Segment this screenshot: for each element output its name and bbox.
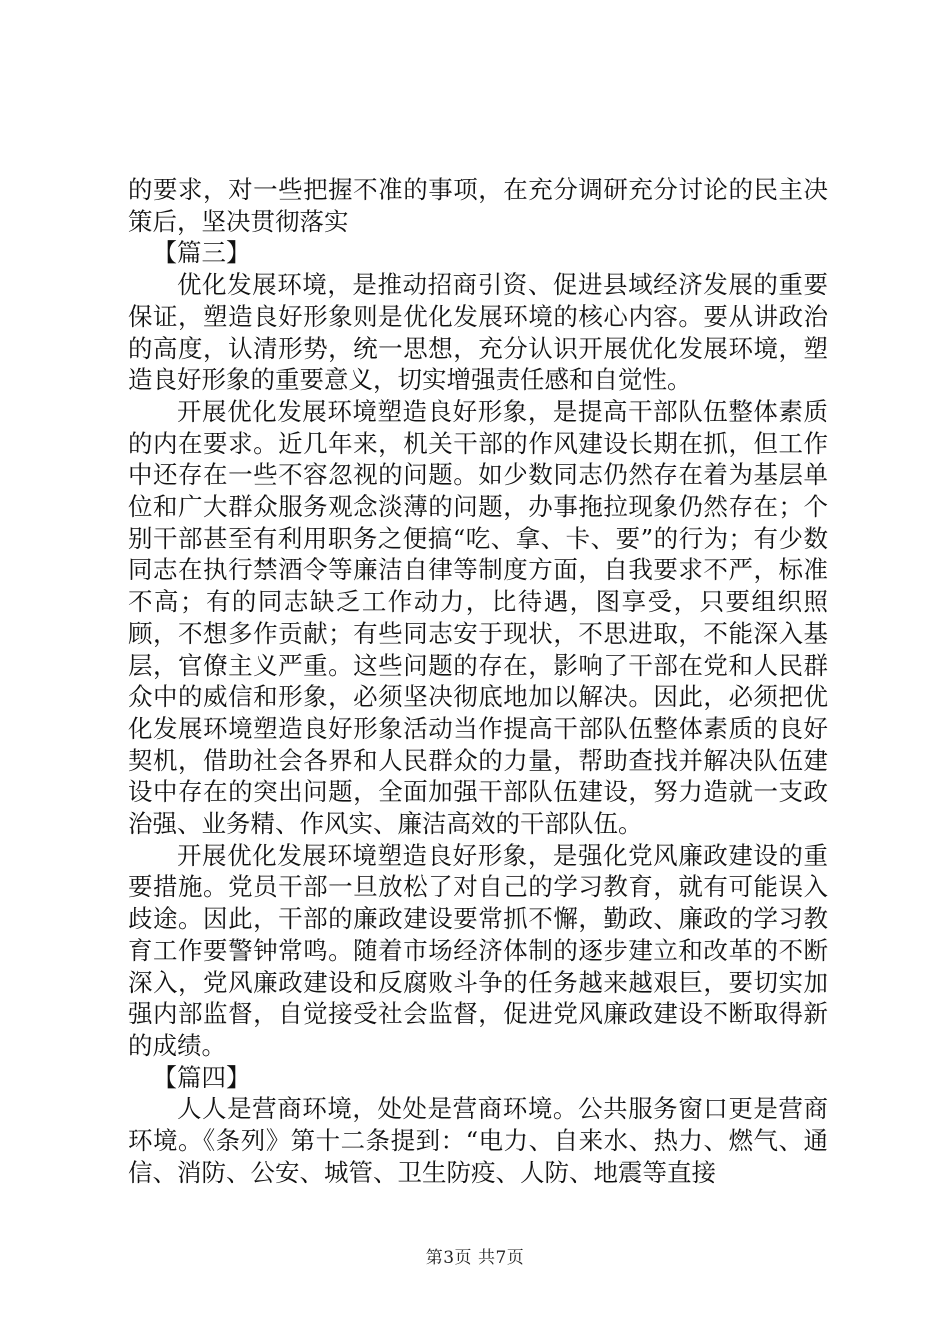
paragraph: 人人是营商环境，处处是营商环境。公共服务窗口更是营商环境。《条列》第十二条提到：“电力、自来水、热力、燃气、通信、消防、公安、城管、卫生防疫、人防、地震等直接 — [128, 1094, 828, 1187]
page-number-footer: 第3页 共7页 — [425, 1248, 525, 1268]
paragraph: 优化发展环境，是推动招商引资、促进县域经济发展的重要保证，塑造良好形象则是优化发展环境的核心内容。要从讲政治的高度，认清形势，统一思想，充分认识开展优化发展环境，塑造良好形象的重要意义，切实增强责任感和自觉性。 — [128, 270, 828, 395]
paragraph: 开展优化发展环境塑造良好形象，是提高干部队伍整体素质的内在要求。近几年来，机关干部的作风建设长期在抓，但工作中还存在一些不容忽视的问题。如少数同志仍然存在着为基层单位和广大群众服务观念淡薄的问题，办事拖拉现象仍然存在；个别干部甚至有利用职务之便搞“吃、拿、卡、要”的行为；有少数同志在执行禁酒令等廉洁自律等制度方面，自我要求不严，标准不高；有的同志缺乏工作动力，比待遇，图享受，只要组织照顾，不想多作贡献；有些同志安于现状，不思进取，不能深入基层，官僚主义严重。这些问题的存在，影响了干部在党和人民群众中的威信和形象，必须坚决彻底地加以解决。因此，必须把优化发展环境塑造良好形象活动当作提高干部队伍整体素质的良好契机，借助社会各界和人民群众的力量，帮助查找并解决队伍建设中存在的突出问题，全面加强干部队伍建设，努力造就一支政治强、业务精、作风实、廉洁高效的干部队伍。 — [128, 396, 828, 839]
paragraph: 开展优化发展环境塑造良好形象，是强化党风廉政建设的重要措施。党员干部一旦放松了对自己的学习教育，就有可能误入歧途。因此，干部的廉政建设要常抓不懈，勤政、廉政的学习教育工作要警钟常鸣。随着市场经济体制的逐步建立和改革的不断深入，党风廉政建设和反腐败斗争的任务越来越艰巨，要切实加强内部监督，自觉接受社会监督，促进党风廉政建设不断取得新的成绩。 — [128, 840, 828, 1060]
section-heading-3: 【篇三】 — [152, 238, 251, 268]
paragraph-continuation: 的要求，对一些把握不准的事项，在充分调研充分讨论的民主决策后，坚决贯彻落实 — [128, 175, 828, 236]
document-body — [128, 174, 828, 1189]
section-heading-4: 【篇四】 — [152, 1062, 251, 1092]
